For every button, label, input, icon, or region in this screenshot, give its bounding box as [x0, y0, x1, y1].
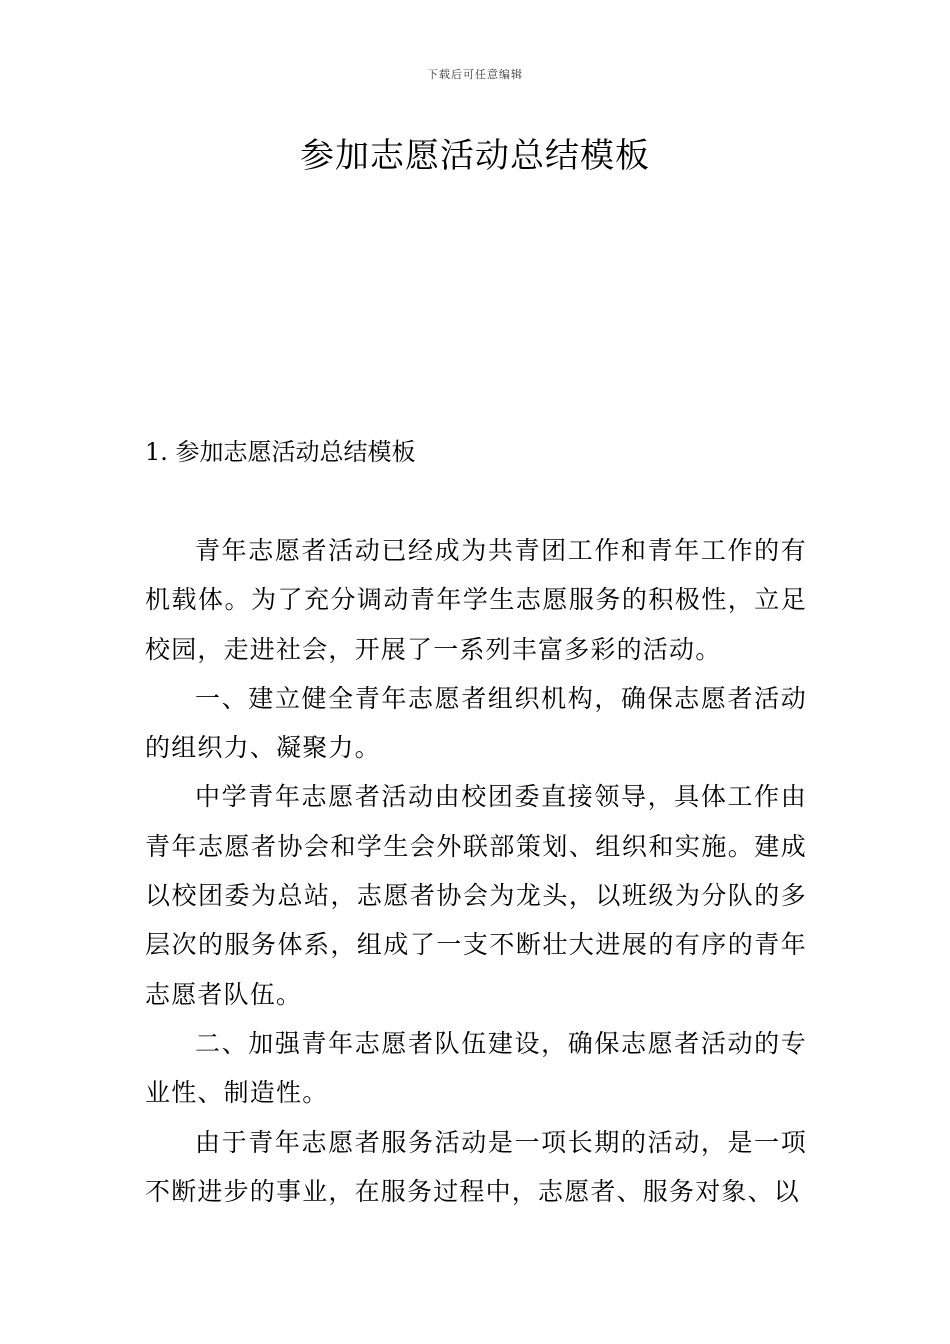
document-title: 参加志愿活动总结模板 — [300, 136, 650, 176]
paragraph: 青年志愿者活动已经成为共青团工作和青年工作的有机载体。为了充分调动青年学生志愿服务的积极性，立足校园，走进社会，开展了一系列丰富多彩的活动。 — [145, 536, 807, 664]
section-heading: 1. 参加志愿活动总结模板 — [145, 438, 416, 466]
paragraph: 一、建立健全青年志愿者组织机构，确保志愿者活动的组织力、凝聚力。 — [145, 683, 807, 763]
header-note: 下载后可任意编辑 — [427, 68, 523, 81]
paragraph: 由于青年志愿者服务活动是一项长期的活动，是一项不断进步的事业，在服务过程中，志愿者、服务对象、以 — [145, 1127, 807, 1206]
paragraph: 中学青年志愿者活动由校团委直接领导，具体工作由青年志愿者协会和学生会外联部策划、组织和实施。建成以校团委为总站，志愿者协会为龙头，以班级为分队的多层次的服务体系，组成了一支不断壮大进展的有序的青年志愿者队伍。 — [145, 782, 807, 1009]
document-body — [145, 526, 807, 1216]
paragraph: 二、加强青年志愿者队伍建设，确保志愿者活动的专业性、制造性。 — [145, 1028, 807, 1108]
